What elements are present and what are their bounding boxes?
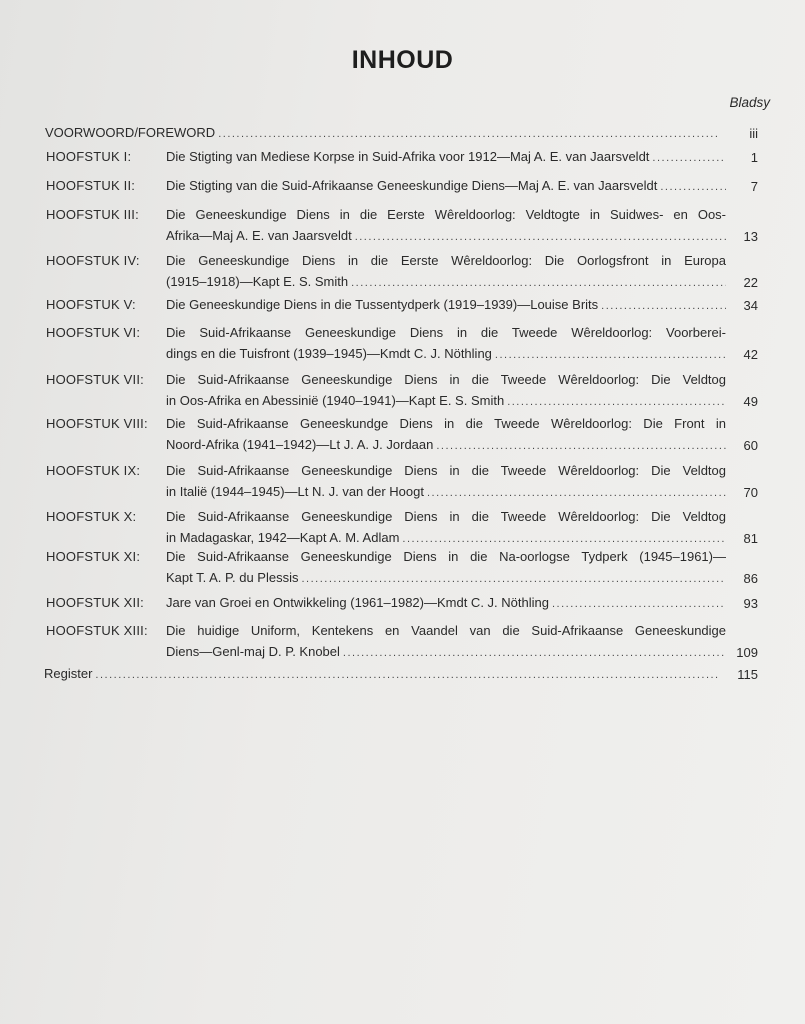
chapter-label: HOOFSTUK VI: xyxy=(46,325,141,340)
chapter-title xyxy=(166,322,726,364)
page-column-header: Bladsy xyxy=(729,95,770,110)
chapter-title-line: Die Suid-Afrikaanse Geneeskundige Diens in die Tweede Wêreldoorlog: Die Veldtog xyxy=(166,372,726,387)
chapter-title xyxy=(166,250,726,292)
chapter-title xyxy=(166,204,726,246)
page-number: 70 xyxy=(743,485,758,500)
page-number: 22 xyxy=(743,275,758,290)
chapter-title-line: Die huidige Uniform, Kentekens en Vaandel van die Suid-Afrikaanse Geneeskundige xyxy=(166,623,726,638)
chapter-title-line: Die Suid-Afrikaanse Geneeskundge Diens in die Tweede Wêreldoorlog: Die Front in xyxy=(166,416,726,431)
chapter-title xyxy=(166,506,726,548)
chapter-label: HOOFSTUK VII: xyxy=(46,372,144,387)
chapter-title-text: Register xyxy=(44,666,93,681)
page-number: 86 xyxy=(743,571,758,586)
chapter-title-line xyxy=(45,122,719,143)
chapter-title-line: Die Suid-Afrikaanse Geneeskundige Diens in die Tweede Wêreldoorlog: Die Veldtog xyxy=(166,509,726,524)
chapter-title-text: Die Stigting van Mediese Korpse in Suid-Afrika voor 1912—Maj A. E. van Jaarsveldt xyxy=(166,149,650,164)
chapter-title-line xyxy=(166,225,726,246)
chapter-title-line xyxy=(166,146,726,167)
chapter-title-text: Die Stigting van die Suid-Afrikaanse Geneeskundige Diens—Maj A. E. van Jaarsveldt xyxy=(166,178,658,193)
chapter-label: HOOFSTUK IX: xyxy=(46,463,141,478)
chapter-title-line: Die Geneeskundige Diens in die Eerste Wêreldoorlog: Die Oorlogsfront in Europa xyxy=(166,253,726,268)
chapter-title-line xyxy=(166,481,726,502)
page-number: 109 xyxy=(736,645,758,660)
chapter-title-line xyxy=(166,343,726,364)
chapter-title xyxy=(44,663,718,684)
page-number: 42 xyxy=(743,347,758,362)
chapter-title-line xyxy=(166,567,726,588)
page-number: iii xyxy=(749,126,758,141)
chapter-title-text: Die Geneeskundige Diens in die Tussentydperk (1919–1939)—Louise Brits xyxy=(166,297,599,312)
dot-leader xyxy=(218,123,719,143)
chapter-title-text: in Madagaskar, 1942—Kapt A. M. Adlam xyxy=(166,530,400,545)
chapter-label: HOOFSTUK XII: xyxy=(46,595,144,610)
chapter-title xyxy=(166,460,726,502)
chapter-label: HOOFSTUK XIII: xyxy=(46,623,148,638)
dot-leader xyxy=(402,528,726,548)
page-number: 34 xyxy=(743,298,758,313)
chapter-title xyxy=(166,369,726,411)
page-number: 93 xyxy=(743,596,758,611)
chapter-label: HOOFSTUK II: xyxy=(46,178,136,193)
chapter-title xyxy=(166,413,726,455)
chapter-title-text: Noord-Afrika (1941–1942)—Lt J. A. J. Jordaan xyxy=(166,437,434,452)
chapter-title-line: Die Suid-Afrikaanse Geneeskundige Diens in die Na-oorlogse Tydperk (1945–1961)— xyxy=(166,549,726,564)
chapter-title xyxy=(166,294,726,315)
chapter-title xyxy=(166,146,726,167)
dot-leader xyxy=(351,272,726,292)
chapter-title-line: Die Suid-Afrikaanse Geneeskundige Diens in die Tweede Wêreldoorlog: Die Veldtog xyxy=(166,463,726,478)
page-number: 1 xyxy=(750,150,758,165)
chapter-title-line xyxy=(166,175,726,196)
chapter-title xyxy=(166,620,726,662)
chapter-label: HOOFSTUK X: xyxy=(46,509,137,524)
chapter-title-text: dings en die Tuisfront (1939–1945)—Kmdt C. J. Nöthling xyxy=(166,346,492,361)
chapter-title-line xyxy=(166,641,726,662)
chapter-label: HOOFSTUK I: xyxy=(46,149,132,164)
chapter-title-text: (1915–1918)—Kapt E. S. Smith xyxy=(166,274,349,289)
chapter-title xyxy=(166,175,726,196)
chapter-title-line xyxy=(166,592,726,613)
page-number: 115 xyxy=(737,667,758,682)
chapter-label: HOOFSTUK VIII: xyxy=(46,416,148,431)
chapter-title xyxy=(45,122,719,143)
chapter-title xyxy=(166,546,726,588)
chapter-title-line xyxy=(166,527,726,548)
dot-leader xyxy=(302,568,727,588)
page-number: 13 xyxy=(743,229,758,244)
chapter-title-text: Jare van Groei en Ontwikkeling (1961–1982)—Kmdt C. J. Nöthling xyxy=(166,595,549,610)
chapter-title-text: VOORWOORD/FOREWORD xyxy=(45,125,216,140)
dot-leader xyxy=(343,642,726,662)
chapter-title-line xyxy=(166,390,726,411)
chapter-title-line xyxy=(166,434,726,455)
chapter-title-text: Afrika—Maj A. E. van Jaarsveldt xyxy=(166,228,352,243)
chapter-label: HOOFSTUK XI: xyxy=(46,549,141,564)
chapter-title-line: Die Geneeskundige Diens in die Eerste Wêreldoorlog: Veldtogte in Suidwes- en Oos- xyxy=(166,207,726,222)
chapter-title-text: Kapt T. A. P. du Plessis xyxy=(166,570,299,585)
dot-leader xyxy=(427,482,726,502)
chapter-title-text: Diens—Genl-maj D. P. Knobel xyxy=(166,644,340,659)
chapter-title-text: in Italië (1944–1945)—Lt N. J. van der Hoogt xyxy=(166,484,424,499)
page-number: 81 xyxy=(743,531,758,546)
chapter-title-text: in Oos-Afrika en Abessinië (1940–1941)—Kapt E. S. Smith xyxy=(166,393,505,408)
dot-leader xyxy=(95,664,718,684)
chapter-title-line xyxy=(166,271,726,292)
dot-leader xyxy=(436,435,726,455)
dot-leader xyxy=(355,226,726,246)
chapter-title-line: Die Suid-Afrikaanse Geneeskundige Diens in die Tweede Wêreldoorlog: Voorberei- xyxy=(166,325,726,340)
page-number: 7 xyxy=(750,179,758,194)
chapter-label: HOOFSTUK V: xyxy=(46,297,136,312)
page-number: 49 xyxy=(743,394,758,409)
chapter-label: HOOFSTUK IV: xyxy=(46,253,140,268)
page-number: 60 xyxy=(743,438,758,453)
chapter-title xyxy=(166,592,726,613)
chapter-label: HOOFSTUK III: xyxy=(46,207,139,222)
page-title: INHOUD xyxy=(351,46,454,74)
chapter-title-line xyxy=(166,294,726,315)
chapter-title-line xyxy=(44,663,718,684)
